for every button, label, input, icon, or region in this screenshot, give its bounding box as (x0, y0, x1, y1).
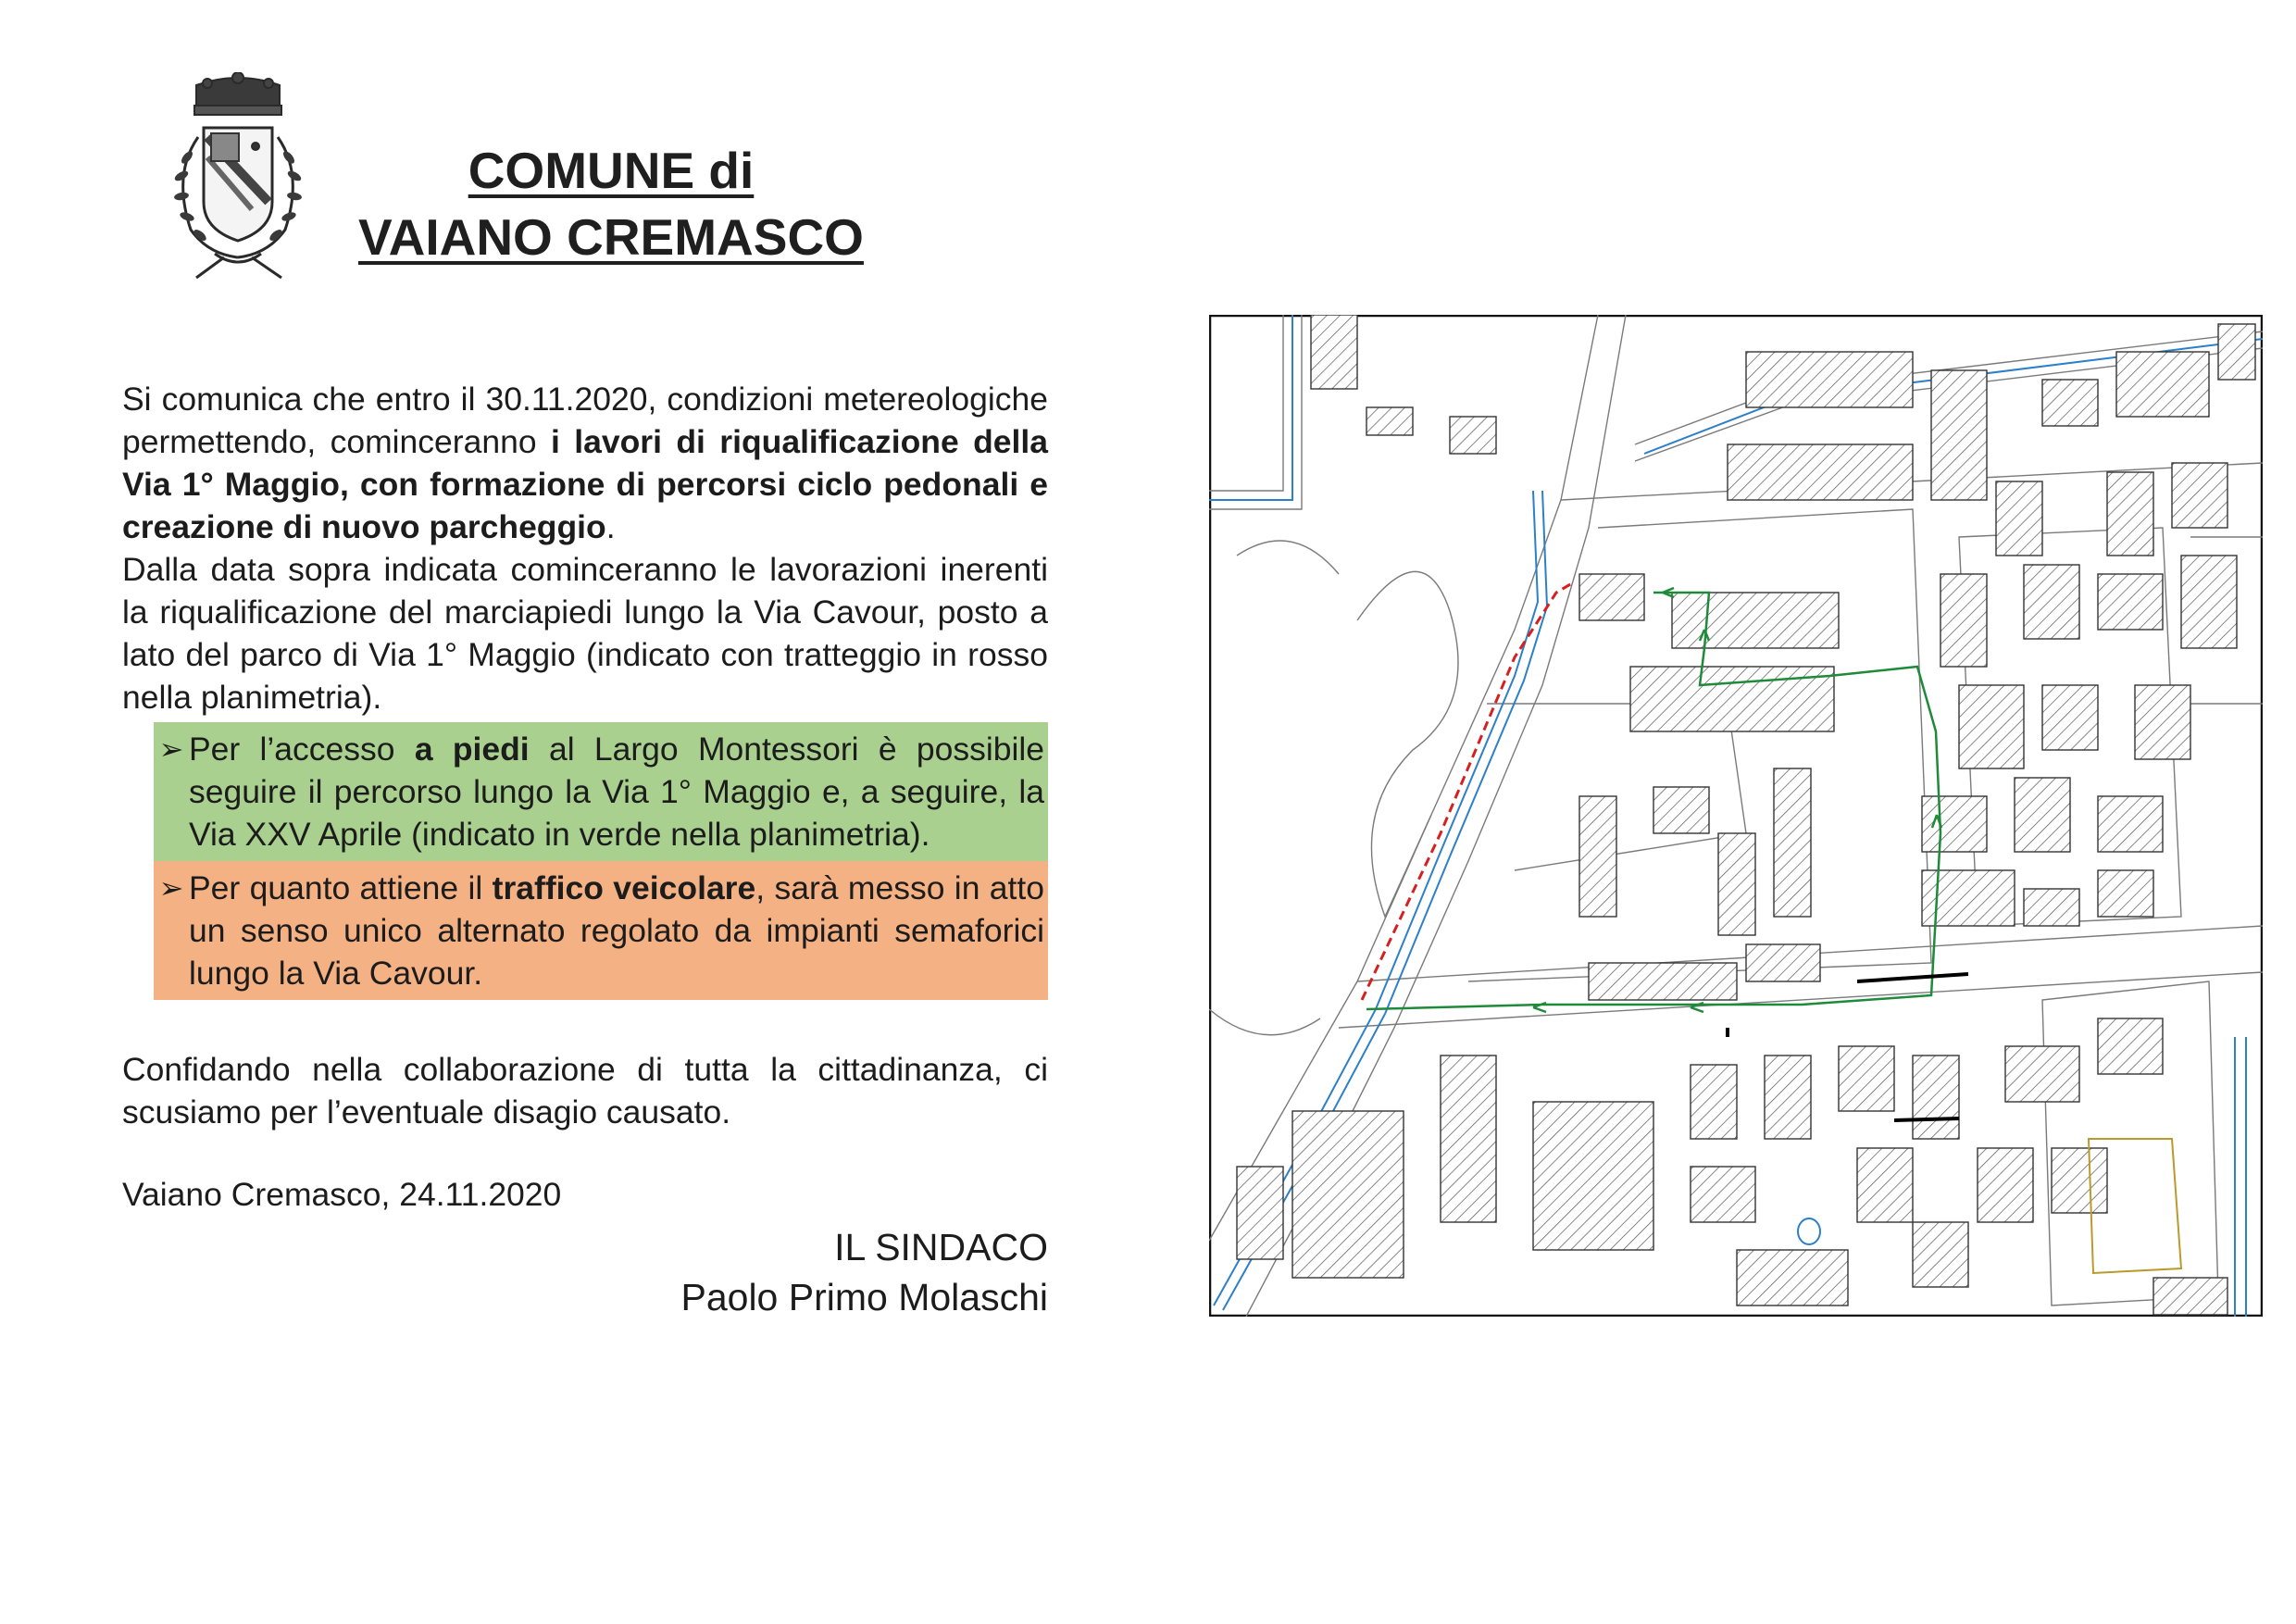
bullet-pedestrian (154, 722, 1048, 861)
bullet1-c: al Largo Montessori è possibile seguire il percorso lungo la Via 1° Maggio e, a seguire, la Via XXV Aprile (indicato in verde nella planimetria). (189, 731, 1044, 853)
paragraph-2: Dalla data sopra indicata cominceranno le lavorazioni inerenti la riqualificazione del marciapiedi lungo la Via Cavour, posto a lato del parco di Via 1° Maggio (indicato con tratteggio in rosso nella planimetria). (122, 551, 1048, 716)
place-date: Vaiano Cremasco, 24.11.2020 (122, 1176, 562, 1213)
site-plan-map (1209, 315, 2263, 1317)
signature-block (555, 1222, 1048, 1322)
crest-icon (159, 72, 317, 281)
p1-text: Si comunica che entro il 30.11.2020, condizioni metereologiche permettendo, cominceranno (122, 381, 1048, 460)
p1-end: . (605, 508, 616, 545)
bullet1-a: Per l’accesso (189, 731, 415, 768)
bullet2-a: Per quanto attiene il (189, 869, 493, 906)
closing-paragraph: Confidando nella collaborazione di tutta la cittadinanza, ci scusiamo per l’eventuale disagio causato. (122, 1051, 1048, 1131)
p1-bold: i lavori di riqualificazione della Via 1° Maggio, con formazione di percorsi ciclo pedonali e creazione di nuovo parcheggio (122, 423, 1048, 545)
signature-title: IL SINDACO (834, 1226, 1048, 1268)
signature-name: Paolo Primo Molaschi (680, 1276, 1048, 1318)
bullet1-bold: a piedi (414, 731, 530, 768)
notice-body (122, 378, 1048, 1000)
page-title (333, 137, 889, 270)
bullet2-bold: traffico veicolare (492, 869, 756, 906)
title-line-2: VAIANO CREMASCO (358, 208, 864, 266)
paragraph-1 (122, 378, 1048, 548)
bullet-traffic (154, 861, 1048, 1000)
title-line-1: COMUNE di (468, 142, 755, 199)
arrow-bullet-icon: ➢ (158, 871, 184, 905)
bullet-pedestrian-text (189, 728, 1048, 856)
arrow-bullet-icon: ➢ (158, 732, 184, 766)
bullet2-c: , sarà messo in atto un senso unico alternato regolato da impianti semaforici lungo la Via Cavour. (189, 869, 1045, 992)
bullet-traffic-text (189, 867, 1048, 994)
